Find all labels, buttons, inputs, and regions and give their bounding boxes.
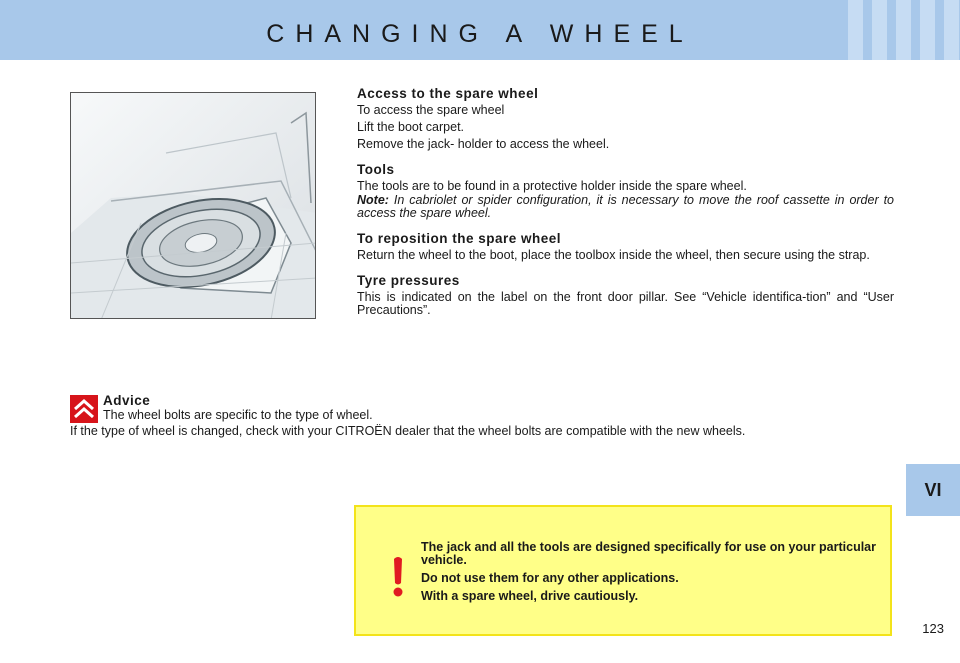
warning-line: Do not use them for any other applications.	[421, 571, 679, 585]
warning-line: With a spare wheel, drive cautiously.	[421, 589, 639, 603]
paragraph: The tools are to be found in a protective holder inside the spare wheel.	[357, 179, 747, 193]
paragraph: Lift the boot carpet.	[357, 120, 465, 134]
section-title-reposition: To reposition the spare wheel	[357, 231, 562, 246]
paragraph: This is indicated on the label on the front door pillar. See “Vehicle identifica-tion” and “User Precautions”.	[357, 290, 894, 317]
page-title: CHANGING A WHEEL	[266, 20, 694, 48]
advice-title: Advice	[103, 393, 151, 408]
exclamation-triangle-icon	[380, 555, 416, 599]
spare-wheel-illustration	[70, 92, 316, 319]
section-title-access: Access to the spare wheel	[357, 86, 539, 101]
paragraph: To access the spare wheel	[357, 103, 505, 117]
citroen-logo-icon	[70, 395, 98, 423]
advice-box	[70, 393, 894, 438]
note-label: Note:	[357, 193, 389, 207]
paragraph: Return the wheel to the boot, place the toolbox inside the wheel, then secure using the strap.	[357, 248, 870, 262]
warning-text	[421, 541, 883, 608]
section-title-tyre-pressures: Tyre pressures	[357, 273, 460, 288]
page-header	[0, 0, 960, 60]
warning-box	[354, 505, 892, 636]
chapter-label: VI	[924, 480, 942, 500]
section-title-tools: Tools	[357, 162, 395, 177]
header-stripes	[848, 0, 960, 60]
main-content	[357, 86, 894, 321]
note	[357, 194, 894, 220]
advice-line: The wheel bolts are specific to the type of wheel.	[103, 408, 373, 422]
chapter-tab	[906, 464, 960, 516]
advice-line: If the type of wheel is changed, check with your CITROËN dealer that the wheel bolts are compatible with the new wheels.	[70, 424, 746, 438]
page-number: 123	[922, 621, 944, 636]
warning-line: The jack and all the tools are designed specifically for use on your particular vehicle.	[421, 540, 876, 567]
note-text: In cabriolet or spider configuration, it is necessary to move the roof cassette in order to access the spare wheel.	[357, 193, 894, 220]
paragraph: Remove the jack- holder to access the wheel.	[357, 137, 610, 151]
